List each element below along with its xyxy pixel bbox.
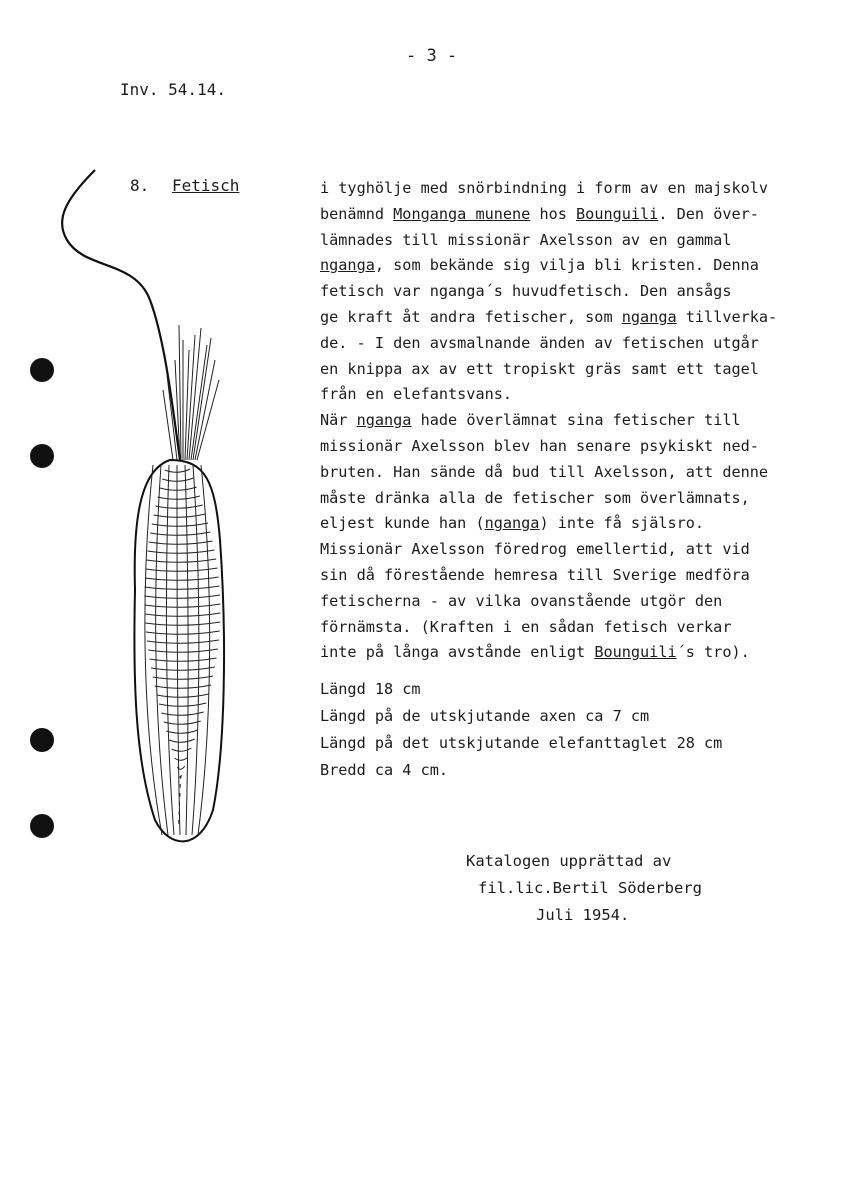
description-line <box>320 279 860 305</box>
item-number: 8. <box>130 176 150 195</box>
text-segment: . Den över- <box>658 204 759 223</box>
text-segment: ge kraft åt andra fetischer, som <box>320 307 622 326</box>
text-segment: tillverka- <box>676 307 778 326</box>
text-segment: ´s tro). <box>676 643 750 662</box>
dimensions-list <box>320 676 722 784</box>
text-segment: sin då förestående hemresa till Sverige medföra <box>320 565 750 584</box>
page-number: - 3 - <box>406 46 458 66</box>
description-line <box>320 640 860 666</box>
text-segment: ) inte få själsro. <box>539 514 705 533</box>
description-line <box>320 615 860 641</box>
text-segment: Missionär Axelsson föredrog emellertid, att vid <box>320 540 750 559</box>
description-paragraph-1 <box>320 176 860 408</box>
binder-hole <box>30 358 54 382</box>
item-description <box>320 176 860 666</box>
binder-hole <box>30 814 54 838</box>
text-segment: en knippa ax av ett tropiskt gräs samt ett tagel <box>320 359 759 378</box>
underlined-term: nganga <box>484 514 540 533</box>
description-line <box>320 202 860 228</box>
text-segment: förnämsta. (Kraften i en sådan fetisch verkar <box>320 617 732 636</box>
item-title: Fetisch <box>172 176 240 195</box>
text-segment: När <box>320 411 357 430</box>
underlined-term: nganga <box>320 256 375 275</box>
text-segment: eljest kunde han ( <box>320 514 485 533</box>
binder-hole <box>30 728 54 752</box>
underlined-term: Bounguili <box>594 643 677 662</box>
text-segment: inte på långa avstånde enligt <box>320 643 595 662</box>
description-line <box>320 357 860 383</box>
text-segment: bruten. Han sände då bud till Axelsson, att denne <box>320 462 769 481</box>
description-line <box>320 563 860 589</box>
text-segment: i tyghölje med snörbindning i form av en majskolv <box>320 179 769 197</box>
description-line <box>320 228 860 254</box>
underlined-term: Monganga munene <box>393 204 531 223</box>
text-segment: fetisch var nganga´s huvudfetisch. Den ansågs <box>320 282 732 301</box>
description-paragraph-2 <box>320 408 860 666</box>
dimension-ears: Längd på de utskjutande axen ca 7 cm <box>320 707 650 725</box>
binder-hole <box>30 444 54 468</box>
description-line <box>320 486 860 512</box>
text-segment: lämnades till missionär Axelsson av en gammal <box>320 230 732 249</box>
dimension-width: Bredd ca 4 cm. <box>320 761 449 779</box>
dimension-length: Längd 18 cm <box>320 680 421 698</box>
text-segment: från en elefantsvans. <box>320 385 513 404</box>
text-segment: , som bekände sig vilja bli kristen. Denna <box>374 256 759 275</box>
description-line <box>320 305 860 331</box>
text-segment: hos <box>530 204 577 223</box>
text-segment: missionär Axelsson blev han senare psykiskt ned- <box>320 436 759 455</box>
signature-line-1: Katalogen upprättad av <box>466 852 672 870</box>
text-segment: hade överlämnat sina fetischer till <box>411 411 741 430</box>
underlined-term: nganga <box>621 307 677 326</box>
description-line <box>320 331 860 357</box>
description-line <box>320 176 860 202</box>
text-segment: benämnd <box>320 204 394 223</box>
signature-line-3: Juli 1954. <box>536 906 630 924</box>
catalog-signature <box>466 848 702 929</box>
description-line <box>320 589 860 615</box>
text-segment: fetischerna - av vilka ovanstående utgör den <box>320 591 723 610</box>
description-line <box>320 408 860 434</box>
description-line <box>320 460 860 486</box>
underlined-term: Bounguili <box>576 204 659 223</box>
description-line <box>320 537 860 563</box>
inventory-number: Inv. 54.14. <box>120 80 226 99</box>
text-segment: de. - I den avsmalnande änden av fetischen utgår <box>320 333 759 352</box>
underlined-term: nganga <box>356 411 412 430</box>
fetish-drawing <box>55 160 255 850</box>
description-line <box>320 253 860 279</box>
description-line <box>320 434 860 460</box>
description-line <box>320 511 860 537</box>
signature-line-2: fil.lic.Bertil Söderberg <box>478 879 702 897</box>
text-segment: måste dränka alla de fetischer som överlämnats, <box>320 488 750 507</box>
description-line <box>320 382 860 408</box>
dimension-elephant-hair: Längd på det utskjutande elefanttaglet 28 cm <box>320 734 723 752</box>
